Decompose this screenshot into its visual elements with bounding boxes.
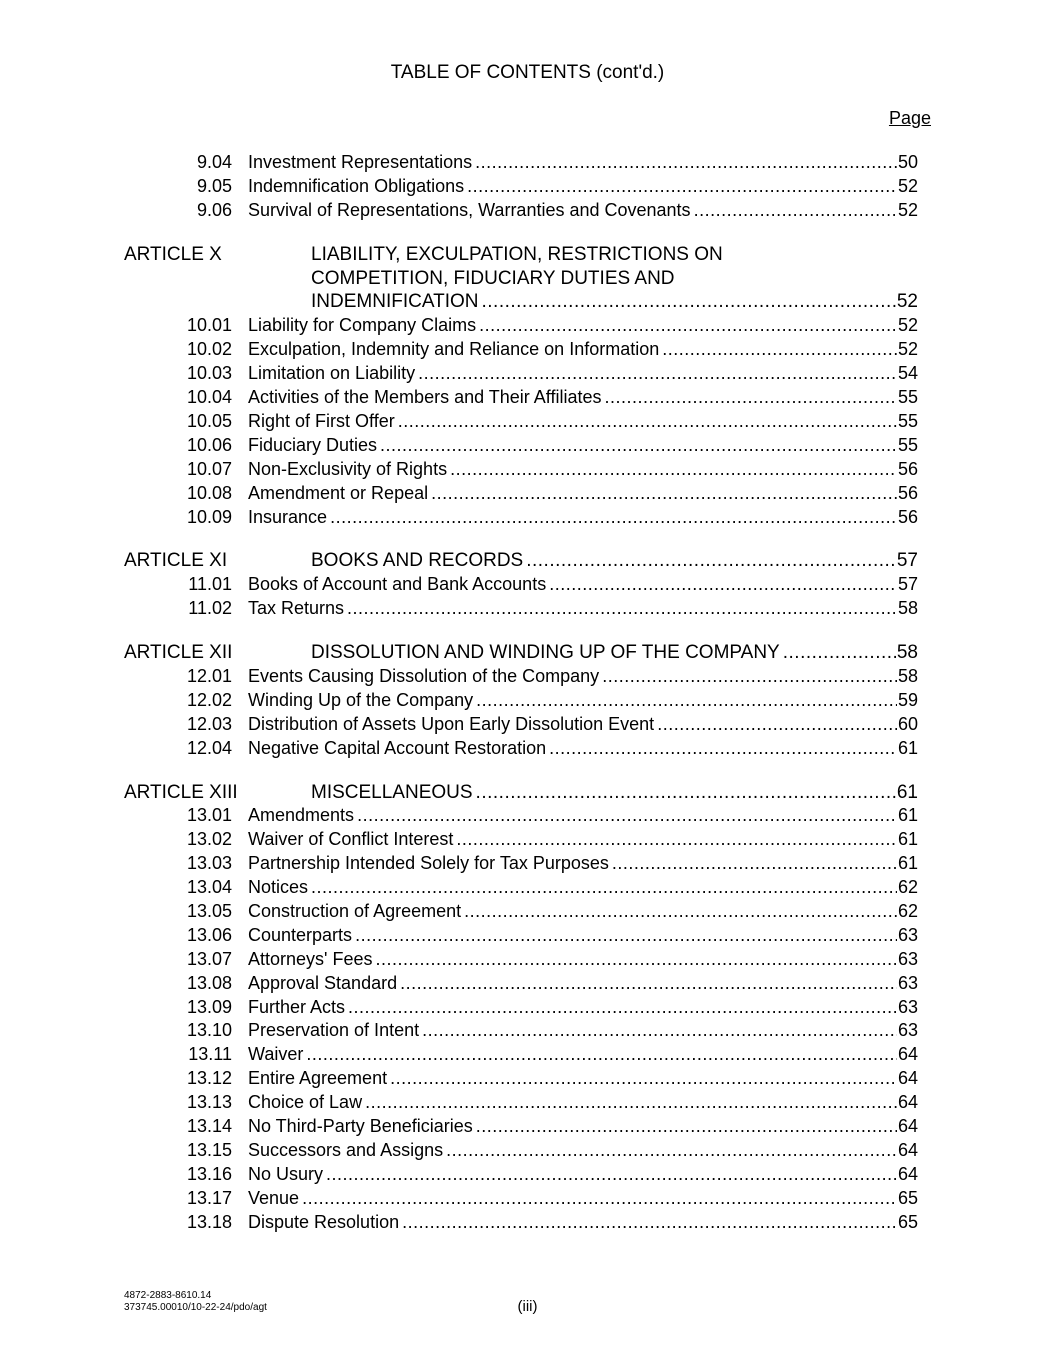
- article-number: ARTICLE X: [124, 243, 222, 265]
- toc-section-entry[interactable]: [124, 924, 918, 948]
- toc-section-entry[interactable]: [124, 1019, 918, 1043]
- section-entry-text: [248, 1163, 918, 1187]
- article-page: 61: [896, 781, 918, 803]
- dot-leader: [456, 828, 897, 852]
- section-page: 63: [897, 948, 918, 969]
- toc-section-entry[interactable]: [124, 386, 918, 410]
- toc-section-entry[interactable]: [124, 1091, 918, 1115]
- section-entry-text: [248, 804, 918, 828]
- article-title-text: INDEMNIFICATION: [311, 291, 479, 313]
- toc-section-entry[interactable]: [124, 1163, 918, 1187]
- article-title: [311, 549, 918, 573]
- section-number: 12.04: [186, 737, 232, 758]
- section-page: 55: [897, 387, 918, 408]
- dot-leader: [357, 804, 897, 828]
- section-page: 61: [897, 853, 918, 874]
- section-number: 10.02: [186, 339, 232, 360]
- section-page: 64: [897, 1116, 918, 1137]
- article-number: ARTICLE XII: [124, 642, 233, 664]
- section-page: 57: [897, 574, 918, 595]
- section-entry-text: [248, 689, 918, 713]
- section-title: Insurance: [248, 506, 328, 527]
- section-page: 63: [897, 972, 918, 993]
- dot-leader: [694, 199, 897, 223]
- dot-leader: [306, 1043, 897, 1067]
- section-page: 58: [897, 598, 918, 619]
- section-entry-text: [248, 362, 918, 386]
- section-title: No Usury: [248, 1163, 324, 1184]
- section-number: 9.06: [196, 199, 232, 220]
- section-page: 56: [897, 482, 918, 503]
- article-page: 52: [896, 291, 918, 313]
- dot-leader: [431, 482, 897, 506]
- section-title: Indemnification Obligations: [248, 175, 465, 196]
- toc-section-entry[interactable]: [124, 410, 918, 434]
- toc-section-entry[interactable]: [124, 737, 918, 761]
- section-page: 64: [897, 1068, 918, 1089]
- section-title: Approval Standard: [248, 972, 398, 993]
- article-title: [311, 781, 918, 805]
- dot-leader: [418, 362, 897, 386]
- section-number: 13.12: [186, 1068, 232, 1089]
- dot-leader: [355, 924, 897, 948]
- section-number: 13.06: [186, 924, 232, 945]
- section-page: 50: [897, 152, 918, 172]
- section-entry-text: [248, 852, 918, 876]
- section-page: 62: [897, 901, 918, 922]
- section-number: 13.11: [188, 1044, 232, 1065]
- dot-leader: [476, 781, 896, 805]
- toc-section-entry[interactable]: [124, 482, 918, 506]
- section-title: Construction of Agreement: [248, 901, 462, 922]
- article-title-line: [311, 549, 918, 573]
- section-entry-text: [248, 1091, 918, 1115]
- dot-leader: [467, 175, 897, 199]
- section-page: 52: [897, 339, 918, 360]
- section-entry-text: [248, 314, 918, 338]
- section-entry-text: [248, 1115, 918, 1139]
- section-number: 9.04: [196, 152, 232, 172]
- section-title: Books of Account and Bank Accounts: [248, 574, 547, 595]
- section-page: 64: [897, 1044, 918, 1065]
- article-page: 58: [896, 642, 918, 664]
- dot-leader: [380, 434, 897, 458]
- toc-section-entry[interactable]: [124, 199, 918, 223]
- section-entry-text: [248, 434, 918, 458]
- toc-section-entry[interactable]: [124, 996, 918, 1020]
- section-title: Fiduciary Duties: [248, 434, 378, 455]
- section-title: Further Acts: [248, 996, 346, 1017]
- section-title: Exculpation, Indemnity and Reliance on Information: [248, 339, 660, 360]
- section-entry-text: [248, 876, 918, 900]
- section-title: Choice of Law: [248, 1092, 363, 1113]
- article-title: [311, 243, 918, 315]
- section-page: 65: [897, 1211, 918, 1232]
- toc-section-entry[interactable]: [124, 506, 918, 530]
- section-title: Right of First Offer: [248, 410, 395, 431]
- dot-leader: [612, 852, 897, 876]
- section-page: 60: [897, 713, 918, 734]
- section-page: 54: [897, 363, 918, 384]
- section-page: 58: [897, 666, 918, 686]
- section-page: 65: [897, 1187, 918, 1208]
- section-number: 10.04: [186, 387, 232, 408]
- toc-section-entry[interactable]: [124, 434, 918, 458]
- toc-section-entry[interactable]: [124, 338, 918, 362]
- section-number: 13.10: [186, 1020, 232, 1041]
- section-page: 63: [897, 996, 918, 1017]
- section-entry-text: [248, 1211, 918, 1235]
- dot-leader: [549, 737, 897, 761]
- section-title: Activities of the Members and Their Affiliates: [248, 387, 602, 408]
- dot-leader: [348, 996, 897, 1020]
- section-number: 13.14: [186, 1116, 232, 1137]
- page-number: (iii): [517, 1298, 538, 1315]
- section-title: Waiver: [248, 1044, 304, 1065]
- section-number: 10.03: [186, 363, 232, 384]
- dot-leader: [605, 386, 897, 410]
- section-number: 10.09: [186, 506, 232, 527]
- dot-leader: [475, 151, 897, 175]
- section-number: 11.02: [188, 598, 232, 619]
- section-entry-text: [248, 597, 918, 621]
- article-title-text: MISCELLANEOUS: [311, 781, 473, 803]
- article-title-text: LIABILITY, EXCULPATION, RESTRICTIONS ON: [311, 243, 723, 265]
- dot-leader: [476, 1115, 897, 1139]
- section-number: 13.18: [186, 1211, 232, 1232]
- dot-leader: [402, 1211, 897, 1235]
- section-number: 12.01: [186, 666, 232, 686]
- dot-leader: [549, 573, 897, 597]
- dot-leader: [526, 549, 896, 573]
- section-entry-text: [248, 713, 918, 737]
- section-title: Liability for Company Claims: [248, 315, 477, 336]
- dot-leader: [330, 506, 897, 530]
- dot-leader: [602, 665, 897, 689]
- table-of-contents: [124, 151, 918, 1235]
- section-page: 64: [897, 1163, 918, 1184]
- toc-article-heading[interactable]: [124, 243, 918, 315]
- toc-section-entry[interactable]: [124, 876, 918, 900]
- toc-section-entry[interactable]: [124, 175, 918, 199]
- dot-leader: [326, 1163, 897, 1187]
- section-entry-text: [248, 573, 918, 597]
- toc-section-entry[interactable]: [124, 1067, 918, 1091]
- toc-article-heading[interactable]: [124, 549, 918, 573]
- toc-section-entry[interactable]: [124, 1187, 918, 1211]
- section-title: Notices: [248, 877, 309, 898]
- section-entry-text: [248, 948, 918, 972]
- section-entry-text: [248, 1019, 918, 1043]
- section-entry-text: [248, 737, 918, 761]
- section-page: 59: [897, 689, 918, 710]
- section-number: 11.01: [188, 574, 232, 595]
- toc-section-entry[interactable]: [124, 900, 918, 924]
- toc-section-entry[interactable]: [124, 689, 918, 713]
- section-title: Waiver of Conflict Interest: [248, 829, 454, 850]
- section-number: 13.02: [186, 829, 232, 850]
- article-title-line: [311, 243, 918, 267]
- section-entry-text: [248, 665, 918, 689]
- section-number: 12.03: [186, 713, 232, 734]
- section-entry-text: [248, 482, 918, 506]
- toc-section-entry[interactable]: [124, 1043, 918, 1067]
- section-entry-text: [248, 1067, 918, 1091]
- section-number: 10.05: [186, 410, 232, 431]
- section-number: 9.05: [196, 175, 232, 196]
- section-title: Winding Up of the Company: [248, 689, 474, 710]
- article-title-line: [311, 267, 918, 291]
- page-title: TABLE OF CONTENTS (cont'd.): [390, 62, 665, 83]
- section-entry-text: [248, 199, 918, 223]
- section-title: Preservation of Intent: [248, 1020, 420, 1041]
- section-title: Venue: [248, 1187, 300, 1208]
- section-title: Negative Capital Account Restoration: [248, 737, 547, 758]
- section-page: 61: [897, 829, 918, 850]
- section-title: Partnership Intended Solely for Tax Purposes: [248, 853, 609, 874]
- doc-id-line-1: 4872-2883-8610.14: [124, 1290, 212, 1301]
- toc-section-entry[interactable]: [124, 804, 918, 828]
- section-number: 13.16: [186, 1163, 232, 1184]
- section-number: 13.05: [186, 901, 232, 922]
- section-number: 13.03: [186, 853, 232, 874]
- dot-leader: [481, 290, 895, 314]
- dot-leader: [302, 1187, 897, 1211]
- toc-section-entry[interactable]: [124, 665, 918, 689]
- section-number: 13.01: [186, 805, 232, 826]
- article-title-text: DISSOLUTION AND WINDING UP OF THE COMPANY: [311, 642, 780, 664]
- section-page: 63: [897, 924, 918, 945]
- article-title-line: [311, 290, 918, 314]
- article-title-line: [311, 781, 918, 805]
- section-title: Amendment or Repeal: [248, 482, 429, 503]
- toc-section-entry[interactable]: [124, 852, 918, 876]
- section-number: 12.02: [186, 689, 232, 710]
- section-title: Investment Representations: [248, 152, 473, 172]
- section-number: 13.04: [186, 877, 232, 898]
- section-entry-text: [248, 828, 918, 852]
- dot-leader: [365, 1091, 897, 1115]
- section-number: 10.07: [186, 458, 232, 479]
- dot-leader: [311, 876, 897, 900]
- section-number: 13.15: [186, 1139, 232, 1160]
- section-entry-text: [248, 972, 918, 996]
- toc-section-entry[interactable]: [124, 597, 918, 621]
- section-title: Distribution of Assets Upon Early Dissolution Event: [248, 713, 655, 734]
- toc-section-entry[interactable]: [124, 458, 918, 482]
- section-number: 13.13: [186, 1092, 232, 1113]
- toc-article-heading[interactable]: [124, 781, 918, 805]
- section-page: 52: [897, 175, 918, 196]
- article-title-text: BOOKS AND RECORDS: [311, 550, 524, 572]
- section-title: Survival of Representations, Warranties and Covenants: [248, 199, 691, 220]
- section-page: 62: [897, 877, 918, 898]
- dot-leader: [400, 972, 897, 996]
- dot-leader: [657, 713, 897, 737]
- toc-section-entry[interactable]: [124, 1211, 918, 1235]
- section-page: 64: [897, 1139, 918, 1160]
- toc-article-heading[interactable]: [124, 641, 918, 665]
- dot-leader: [783, 641, 896, 665]
- dot-leader: [398, 410, 897, 434]
- section-page: 55: [897, 434, 918, 455]
- toc-section-entry[interactable]: [124, 713, 918, 737]
- toc-section-entry[interactable]: [124, 314, 918, 338]
- section-entry-text: [248, 1187, 918, 1211]
- dot-leader: [347, 597, 897, 621]
- section-title: Successors and Assigns: [248, 1139, 444, 1160]
- section-title: Tax Returns: [248, 598, 345, 619]
- toc-section-entry[interactable]: [124, 573, 918, 597]
- article-number: ARTICLE XIII: [124, 781, 238, 803]
- section-number: 10.01: [186, 315, 232, 336]
- section-number: 10.08: [186, 482, 232, 503]
- section-page: 56: [897, 506, 918, 527]
- section-title: Entire Agreement: [248, 1068, 388, 1089]
- toc-section-entry[interactable]: [124, 1139, 918, 1163]
- dot-leader: [390, 1067, 897, 1091]
- section-entry-text: [248, 900, 918, 924]
- section-entry-text: [248, 338, 918, 362]
- section-page: 61: [897, 805, 918, 826]
- toc-section-entry[interactable]: [124, 362, 918, 386]
- section-page: 63: [897, 1020, 918, 1041]
- dot-leader: [464, 900, 897, 924]
- section-page: 52: [897, 315, 918, 336]
- section-page: 55: [897, 410, 918, 431]
- section-title: Attorneys' Fees: [248, 948, 373, 969]
- section-entry-text: [248, 996, 918, 1020]
- article-number: ARTICLE XI: [124, 550, 228, 572]
- article-title-text: COMPETITION, FIDUCIARY DUTIES AND: [311, 267, 675, 289]
- section-entry-text: [248, 1043, 918, 1067]
- dot-leader: [476, 689, 897, 713]
- section-entry-text: [248, 151, 918, 175]
- section-title: Counterparts: [248, 924, 353, 945]
- article-page: 57: [896, 550, 918, 572]
- section-number: 13.17: [186, 1187, 232, 1208]
- dot-leader: [479, 314, 897, 338]
- section-entry-text: [248, 506, 918, 530]
- section-entry-text: [248, 1139, 918, 1163]
- section-number: 13.08: [186, 972, 232, 993]
- section-entry-text: [248, 386, 918, 410]
- section-entry-text: [248, 458, 918, 482]
- section-title: Non-Exclusivity of Rights: [248, 458, 448, 479]
- section-page: 56: [897, 458, 918, 479]
- article-title: [311, 641, 918, 665]
- toc-section-entry[interactable]: [124, 948, 918, 972]
- section-entry-text: [248, 410, 918, 434]
- toc-section-entry[interactable]: [124, 972, 918, 996]
- section-title: Events Causing Dissolution of the Company: [248, 666, 600, 686]
- section-number: 13.07: [186, 948, 232, 969]
- section-entry-text: [248, 175, 918, 199]
- section-page: 52: [897, 199, 918, 220]
- section-entry-text: [248, 924, 918, 948]
- toc-section-entry[interactable]: [124, 1115, 918, 1139]
- doc-id-line-2: 373745.00010/10-22-24/pdo/agt: [124, 1302, 267, 1313]
- section-page: 61: [897, 737, 918, 758]
- section-title: Dispute Resolution: [248, 1211, 400, 1232]
- section-title: Limitation on Liability: [248, 363, 416, 384]
- section-page: 64: [897, 1092, 918, 1113]
- dot-leader: [422, 1019, 897, 1043]
- dot-leader: [662, 338, 897, 362]
- section-number: 13.09: [186, 996, 232, 1017]
- page-column-label: Page: [888, 108, 931, 128]
- dot-leader: [376, 948, 897, 972]
- article-title-line: [311, 641, 918, 665]
- section-title: No Third-Party Beneficiaries: [248, 1116, 473, 1137]
- section-number: 10.06: [186, 434, 232, 455]
- section-title: Amendments: [248, 805, 355, 826]
- dot-leader: [446, 1139, 897, 1163]
- dot-leader: [450, 458, 897, 482]
- toc-section-entry[interactable]: [124, 151, 918, 175]
- toc-section-entry[interactable]: [124, 828, 918, 852]
